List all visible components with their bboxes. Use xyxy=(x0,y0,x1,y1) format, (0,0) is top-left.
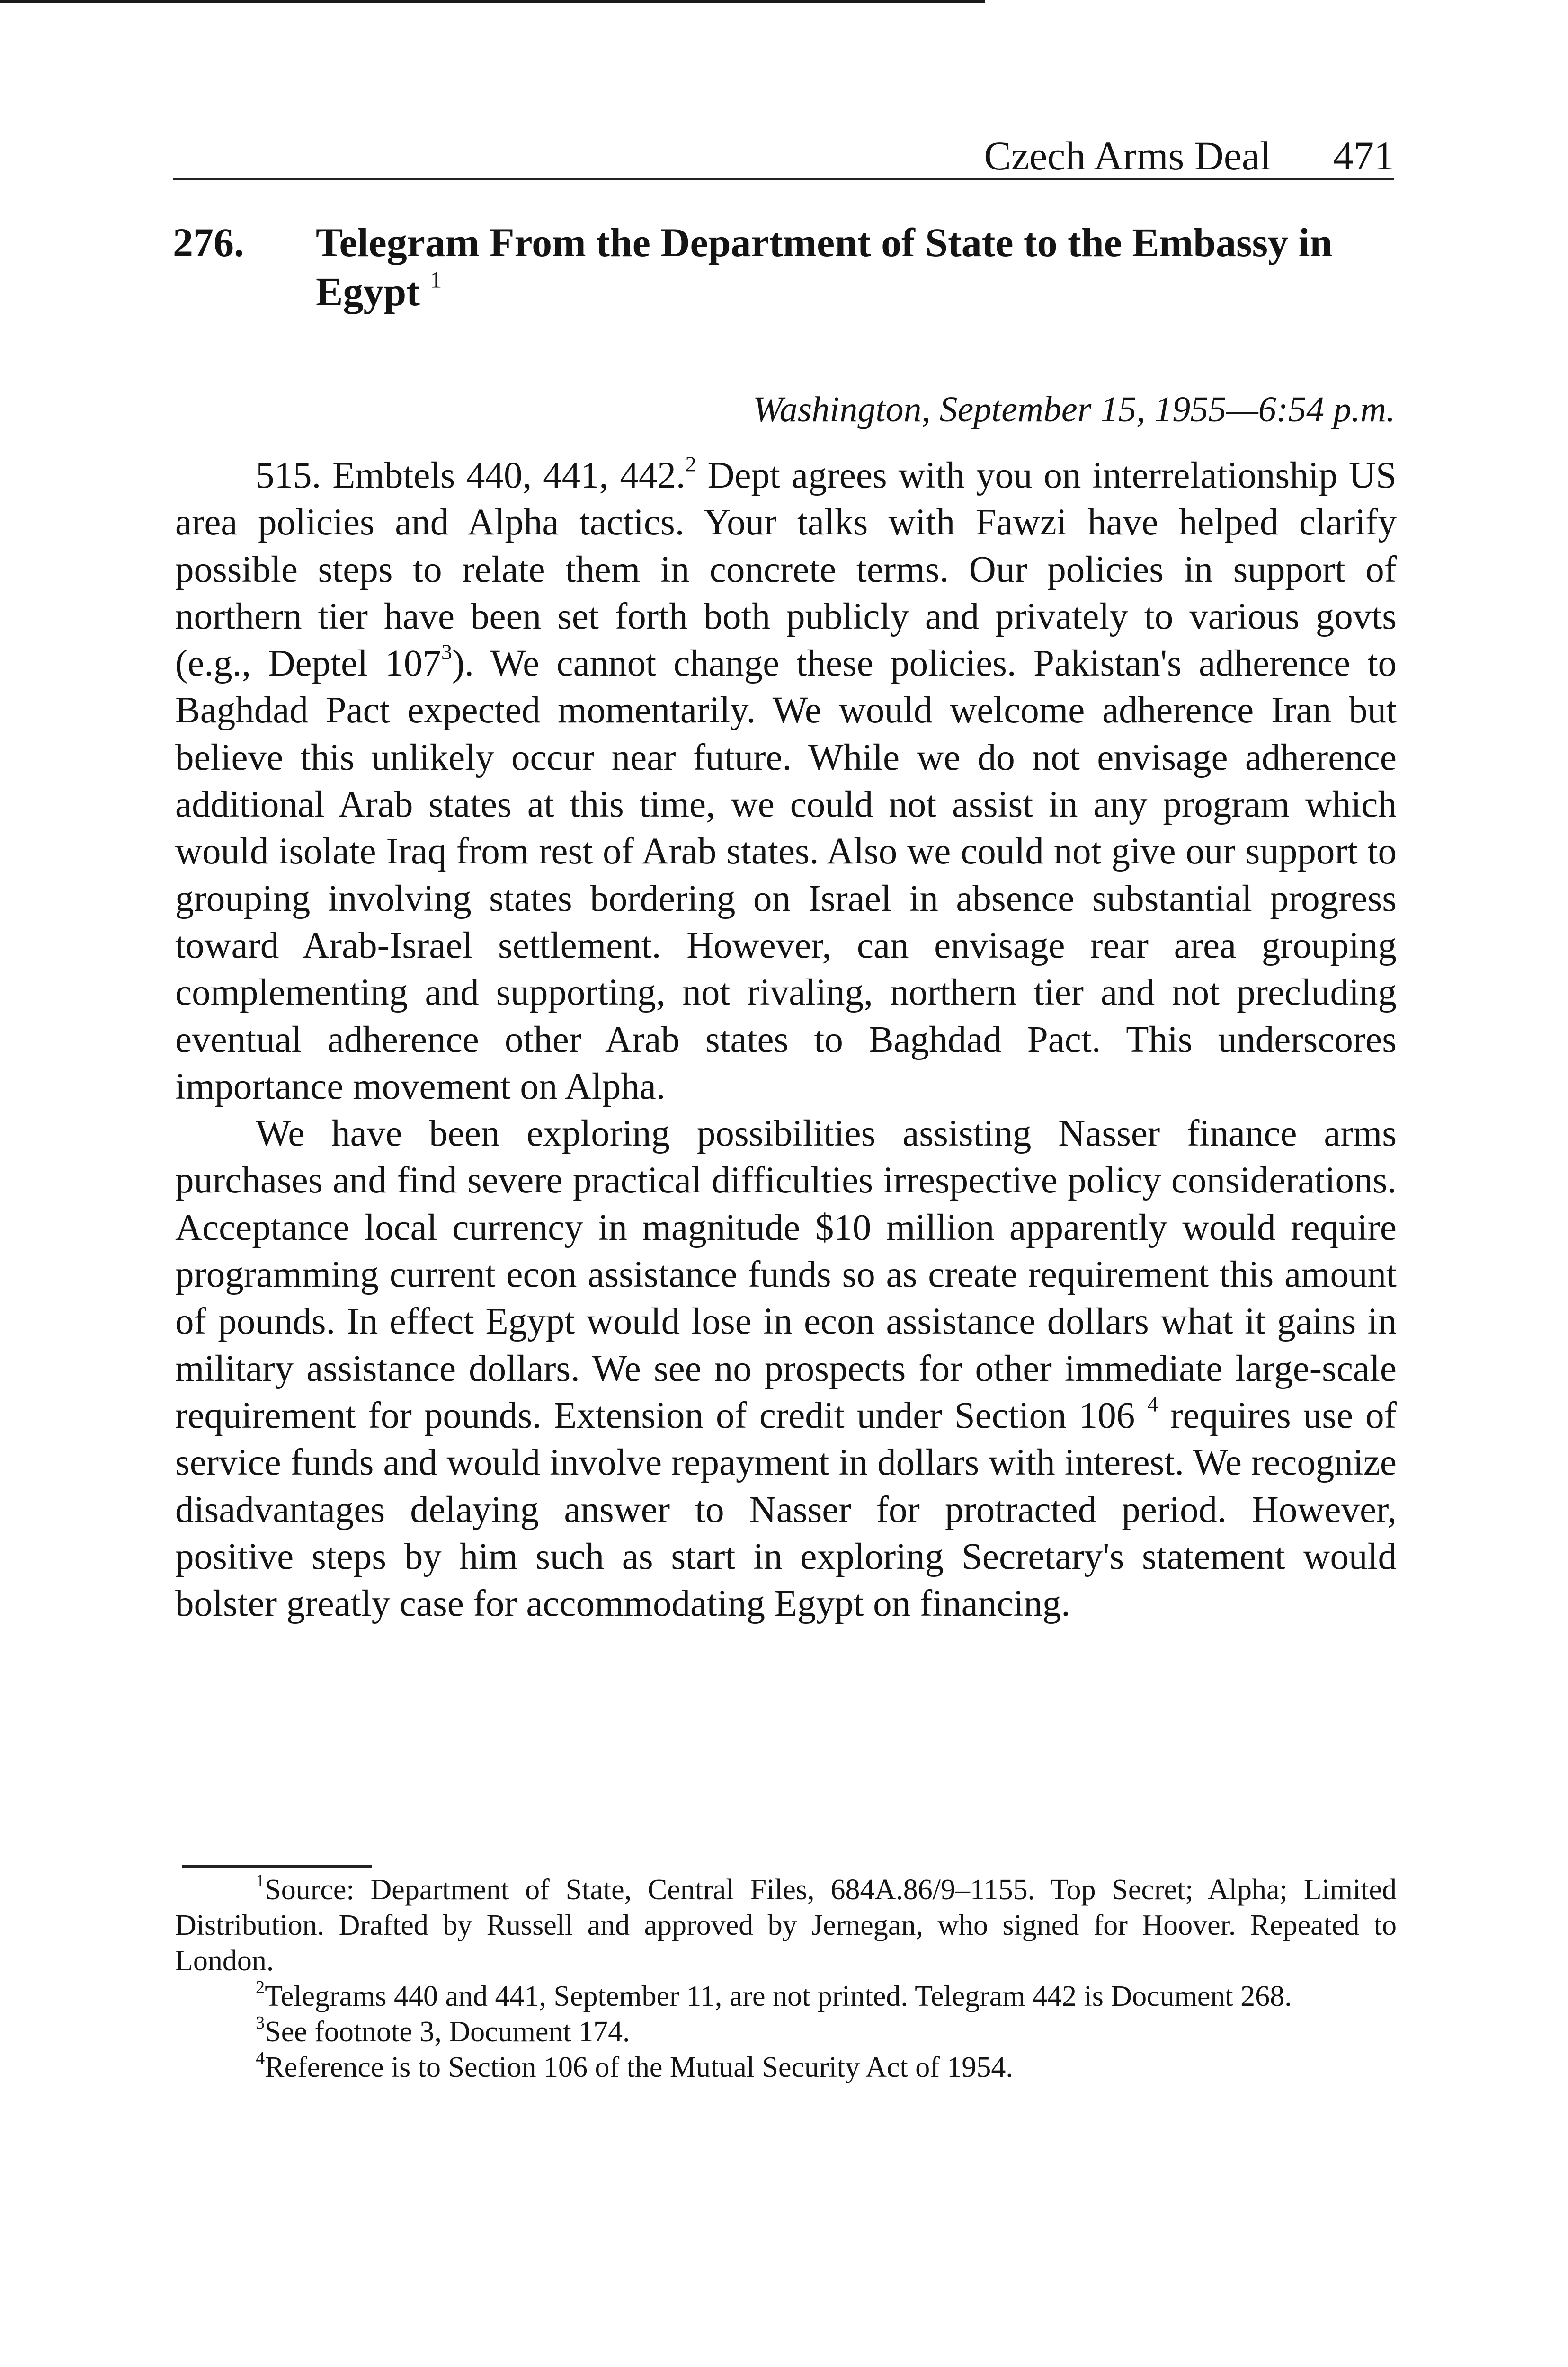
footnote-2-marker: 2 xyxy=(256,1977,265,1998)
footnote-2-text: Telegrams 440 and 441, September 11, are not printed. Telegram 442 is Document 268. xyxy=(265,1980,1292,2012)
footnotes xyxy=(175,1872,1397,2085)
paragraph-2-part-a: We have been exploring possibilities assisting Nasser finance arms purchases and find severe practical difficulties irrespective policy considerations. Acceptance local currency in magnitude $10 million apparently would require programming current econ assistance funds so as create requirement this amount of pounds. In effect Egypt would lose in econ assistance dollars what it gains in military assistance dollars. We see no prospects for other immediate large-scale requirement for pounds. Extension of credit under Section 106 xyxy=(175,1113,1397,1436)
footnote-1-text: Source: Department of State, Central Files, 684A.86/9–1155. Top Secret; Alpha; Limited Distribution. Drafted by Russell and approved by Jernegan, who signed for Hoover. Repeated to London. xyxy=(175,1874,1397,1977)
footnote-1-marker: 1 xyxy=(256,1871,265,1891)
document-number: 276. xyxy=(173,220,244,265)
document-title-text: Telegram From the Department of State to the Embassy in Egypt xyxy=(316,220,1333,314)
footnote-separator xyxy=(182,1865,372,1868)
running-head xyxy=(173,133,1394,180)
footnote-ref-4: 4 xyxy=(1147,1392,1158,1416)
page-top-border xyxy=(0,0,985,3)
footnote-1 xyxy=(175,1872,1397,1979)
footnote-3-marker: 3 xyxy=(256,2013,265,2033)
document-title xyxy=(316,218,1395,316)
footnote-3 xyxy=(175,2014,1397,2050)
paragraph-1-part-b: Dept agrees with you on interrelationship US area policies and Alpha tactics. Your talks with Fawzi have helped clarify possible steps to relate them in concrete terms. Our policies in support of northern tier have been set forth both publicly and privately to various govts (e.g., Deptel 107 xyxy=(175,455,1397,685)
footnote-ref-2: 2 xyxy=(685,452,696,476)
paragraph-2 xyxy=(175,1110,1397,1627)
dateline: Washington, September 15, 1955—6:54 p.m. xyxy=(753,390,1395,429)
paragraph-2-part-b: requires use of service funds and would involve repayment in dollars with interest. We recognize disadvantages delaying answer to Nasser for protracted period. However, positive steps by him such as start in exploring Secretary's statement would bolster greatly case for accommodating Egypt on financing. xyxy=(175,1395,1397,1625)
paragraph-1-part-c: ). We cannot change these policies. Pakistan's adherence to Baghdad Pact expected momentarily. We would welcome adherence Iran but believe this unlikely occur near future. While we do not envisage adherence additional Arab states at this time, we could not assist in any program which would isolate Iraq from rest of Arab states. Also we could not give our support to grouping involving states bordering on Israel in absence substantial progress toward Arab-Israel settlement. However, can envisage rear area grouping complementing and supporting, not rivaling, northern tier and not precluding eventual adherence other Arab states to Baghdad Pact. This underscores importance movement on Alpha. xyxy=(175,643,1397,1107)
running-head-title: Czech Arms Deal xyxy=(984,133,1271,178)
footnote-3-text: See footnote 3, Document 174. xyxy=(265,2016,630,2048)
telegram-body xyxy=(175,452,1397,1627)
footnote-ref-3: 3 xyxy=(441,640,452,664)
footnote-4 xyxy=(175,2050,1397,2085)
footnote-4-marker: 4 xyxy=(256,2048,265,2069)
page-number: 471 xyxy=(1333,133,1394,178)
footnote-2 xyxy=(175,1979,1397,2014)
footnote-4-text: Reference is to Section 106 of the Mutual Security Act of 1954. xyxy=(265,2051,1013,2083)
paragraph-1 xyxy=(175,452,1397,1110)
footnote-ref-1: 1 xyxy=(430,267,442,293)
paragraph-1-part-a: 515. Embtels 440, 441, 442. xyxy=(256,455,686,496)
